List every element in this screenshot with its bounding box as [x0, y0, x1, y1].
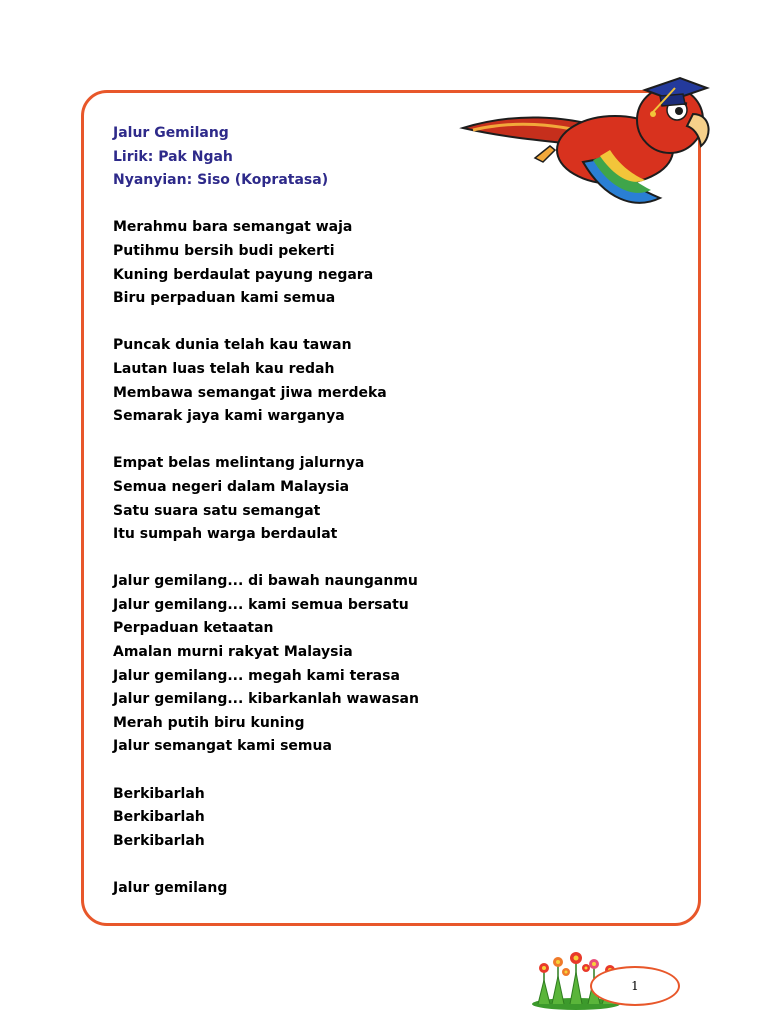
stanza-closing [113, 877, 533, 901]
page-number-badge [590, 966, 680, 1006]
stanza-2 [113, 334, 533, 428]
lyric-line: Merah putih biru kuning [113, 714, 305, 731]
lyric-line: Jalur gemilang [113, 880, 228, 896]
song-title: Jalur Gemilang [113, 125, 229, 141]
lyric-line: Berkibarlah [113, 809, 205, 826]
lyric-line: Perpaduan ketaatan [113, 620, 274, 637]
song-singer: Nyanyian: Siso (Kopratasa) [113, 172, 329, 189]
stanza-1 [113, 216, 533, 310]
lyric-line: Kuning berdaulat payung negara [113, 266, 374, 283]
lyric-line: Jalur gemilang... kami semua bersatu [113, 596, 409, 613]
lyric-line: Putihmu bersih budi pekerti [113, 242, 335, 259]
lyric-line: Membawa semangat jiwa merdeka [113, 384, 387, 401]
lyric-line: Amalan murni rakyat Malaysia [113, 644, 353, 661]
lyric-line: Jalur gemilang... megah kami terasa [113, 667, 400, 684]
lyric-line: Semua negeri dalam Malaysia [113, 478, 350, 495]
stanza-chorus [113, 570, 533, 759]
lyrics-block [113, 122, 533, 901]
page-number: 1 [631, 979, 639, 993]
lyric-line: Merahmu bara semangat waja [113, 219, 353, 236]
lyric-line: Jalur gemilang... kibarkanlah wawasan [113, 691, 419, 708]
song-lyricist: Lirik: Pak Ngah [113, 148, 233, 165]
lyric-line: Lautan luas telah kau redah [113, 360, 335, 377]
lyric-line: Satu suara satu semangat [113, 502, 321, 519]
lyric-line: Empat belas melintang jalurnya [113, 455, 365, 472]
lyric-line: Berkibarlah [113, 785, 205, 802]
stanza-3 [113, 452, 533, 546]
lyric-line: Puncak dunia telah kau tawan [113, 337, 352, 354]
lyric-line: Itu sumpah warga berdaulat [113, 526, 338, 543]
song-header [113, 122, 533, 193]
lyric-line: Jalur gemilang... di bawah naunganmu [113, 573, 418, 590]
lyric-line: Biru perpaduan kami semua [113, 290, 336, 307]
lyric-line: Semarak jaya kami warganya [113, 408, 345, 425]
stanza-refrain [113, 783, 533, 854]
lyric-line: Jalur semangat kami semua [113, 738, 332, 755]
lyric-line: Berkibarlah [113, 832, 205, 849]
